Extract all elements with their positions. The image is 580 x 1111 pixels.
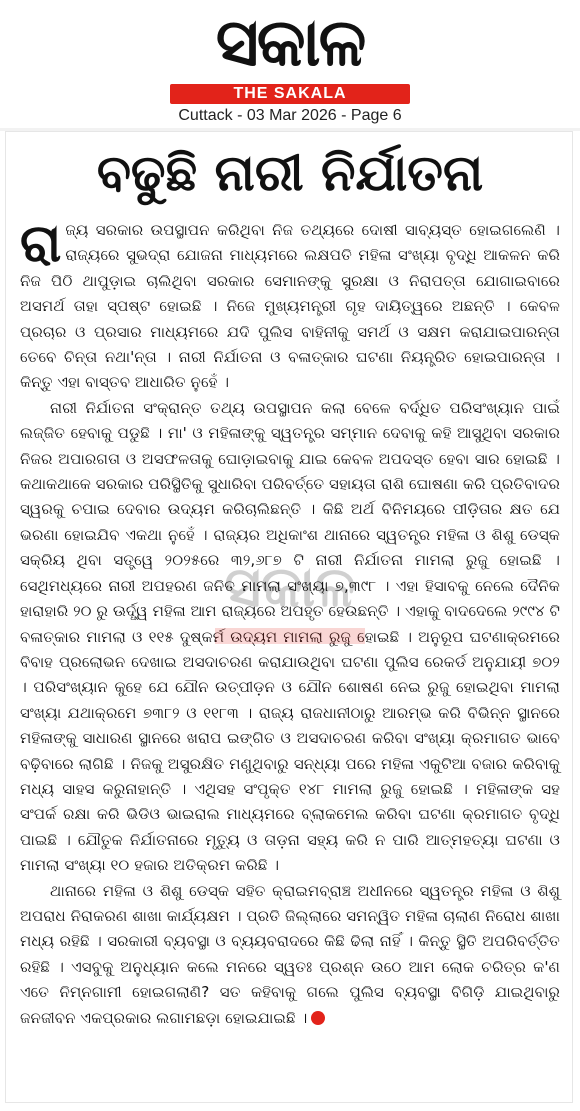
english-name: THE SAKALA — [233, 85, 347, 102]
masthead — [0, 0, 580, 130]
end-mark-icon — [311, 1011, 325, 1025]
article-body — [20, 214, 560, 1031]
paragraph-text: ଥାନାରେ ମହିଳା ଓ ଶିଶୁ ଡେସ୍କ ସହିତ କ୍ରାଇମବ୍ରାଞ୍ଚ ଅଧୀନରେ ସ୍ୱତନ୍ତ୍ର ମହିଳା ଓ ଶିଶୁ ଅପରାଧ ନିରାକରଣ ଶାଖା କାର୍ଯ୍ୟକ୍ଷମ । ପ୍ରତି ଜିଲ୍ଲାରେ ସମନ୍ୱିତ ମହିଳା ଚାଲାଣ ନିରୋଧ ଶାଖା ମଧ୍ୟ ରହିଛି । ସରକାରୀ ବ୍ୟବସ୍ଥା ଓ ବ୍ୟୟବରାଦରେ କିଛି ଢିଲା ନାହିଁ । କିନ୍ତୁ ସ୍ଥିତି ଅପରିବର୍ତ୍ତିତ ରହିଛି । ଏସବୁକୁ ଅନୁଧ୍ୟାନ କଲେ ମନରେ ସ୍ୱତଃ ପ୍ରଶ୍ନ ଉଠେ ଆମ ଲୋକ ଚରିତ୍ର କ'ଣ ଏତେ ନିମ୍ନଗାମୀ ହୋଇଗଲାଣି? ସତ କହିବାକୁ ଗଲେ ପୁଲିସ ବ୍ୟବସ୍ଥା ବିଗିଡ଼ି ଯାଇଥିବାରୁ ଜନଜୀବନ ଏକପ୍ରକାର ଲଗାମଛଡ଼ା ହୋଇଯାଇଛି । — [20, 881, 560, 1027]
article-paragraph — [20, 396, 560, 879]
drop-cap: ରା — [20, 214, 62, 274]
newspaper-logo: ସକାଳ — [215, 4, 365, 81]
dateline: Cuttack - 03 Mar 2026 - Page 6 — [178, 107, 402, 124]
logo-english-band — [170, 84, 410, 104]
watermark-logo-text: ସକାଳ — [224, 555, 356, 620]
article-paragraph — [20, 879, 560, 1031]
article-paragraph — [20, 214, 560, 396]
paragraph-text: ଜ୍ୟ ସରକାର ଉପସ୍ଥାପନ କରିଥିବା ନିଜ ତଥ୍ୟରେ ଦୋଷୀ ସାବ୍ୟସ୍ତ ହୋଇଗଲେଣି । ରାଜ୍ୟରେ ସୁଭଦ୍ରା ଯୋଜନା ମାଧ୍ୟମରେ ଲକ୍ଷପତି ମହିଳା ସଂଖ୍ୟା ବୃଦ୍ଧି ଆକଳନ କରି ନିଜ ପିଠି ଥାପୁଡ଼ାଇ ଚାଲିଥିବା ସରକାର ସେମାନଙ୍କୁ ସୁରକ୍ଷା ଓ ନିରାପତ୍ତା ଯୋଗାଇବାରେ ଅସମର୍ଥ ତାହା ସ୍ପଷ୍ଟ ହୋଇଛି । ନିଜେ ମୁଖ୍ୟମନ୍ତ୍ରୀ ଗୃହ ଦାୟିତ୍ୱରେ ଅଛନ୍ତି । କେବଳ ପ୍ରଚାର ଓ ପ୍ରସାର ମାଧ୍ୟମରେ ଯଦି ପୁଲିସ ବାହିନୀକୁ ସମର୍ଥ ଓ ସକ୍ଷମ କରାଯାଇପାରନ୍ତା ତେବେ ଚିନ୍ତା ନଥା'ନ୍ତା । ନାରୀ ନିର୍ଯାତନା ଓ ବଳାତ୍କାର ଘଟଣା ନିୟନ୍ତ୍ରିତ ହୋଇପାରନ୍ତା । କିନ୍ତୁ ଏହା ବାସ୍ତବ ଆଧାରିତ ନୁହେଁ । — [20, 221, 560, 392]
article-headline: ବଢୁଛି ନାରୀ ନିର୍ଯାତନା — [96, 144, 484, 202]
paragraph-text: ନାରୀ ନିର୍ଯାତନା ସଂକ୍ରାନ୍ତ ତଥ୍ୟ ଉପସ୍ଥାପନ କଲା ବେଳେ ବର୍ଦ୍ଧିତ ପରିସଂଖ୍ୟାନ ପାଇଁ ଲଜ୍ଜିତ ହେବାକୁ ପଡୁଛି । ମା' ଓ ମହିଳାଙ୍କୁ ସ୍ୱତନ୍ତ୍ର ସମ୍ମାନ ଦେବାକୁ କହି ଆସୁଥିବା ସରକାର ନିଜର ଅପାରଗତା ଓ ଅସଫଳତାକୁ ଘୋଡ଼ାଇବାକୁ ଯାଇ କେବଳ ଅପଦସ୍ତ ହେବା ସାର ହୋଇଛି । କଥାକଥାକେ ସରକାର ପରିସ୍ଥିତିକୁ ସୁଧାରିବା ପରିବର୍ତ୍ତେ ସହାୟତା ରାଶି ଘୋଷଣା କରି ପ୍ରତିବାଦର ସ୍ୱରକୁ ଚପାଇ ଦେବାର ଉଦ୍ୟମ କରିଚାଲିଛନ୍ତି । କିଛି ଅର୍ଥ ବିନିମୟରେ ପୀଡ଼ିତାର କ୍ଷତ ଯେ ଭରଣା ହୋଇଯିବ ଏକଥା ନୁହେଁ । ରାଜ୍ୟର ଅଧିକାଂଶ ଥାନାରେ ସ୍ୱତନ୍ତ୍ର ମହିଳା ଓ ଶିଶୁ ଡେସ୍କ ସକ୍ରିୟ ଥିବା ସତ୍ତ୍ୱେ ୨୦୨୫ରେ ୩୨,୬୮୭ ଟି ନାରୀ ନିର୍ଯାତନା ମାମଲା ରୁଜୁ ହୋଇଛି । ସେଥିମଧ୍ୟରେ ନାରୀ ଅପହରଣ ଜନିତ ମାମଲା ସଂଖ୍ୟା ୭,୩୯୮ । ଏହା ହିସାବକୁ ନେଲେ ଦୈନିକ ହାରାହାରି ୨୦ ରୁ ଊର୍ଦ୍ଧ୍ୱ ମହିଳା ଆମ ରାଜ୍ୟରେ ଅପହୃତ ହେଉଛନ୍ତି । ଏହାକୁ ବାଦଦେଲେ ୨୯୯୪ ଟି ବଳାତ୍କାର ମାମଲା ଓ ୧୧୫ ଦୁଷ୍କର୍ମ ଉଦ୍ୟମ ମାମଲା ରୁଜୁ ହୋଇଛି । ଅନୁରୂପ ଘଟଣାକ୍ରମରେ ବିବାହ ପ୍ରଲୋଭନ ଦେଖାଇ ଅସଦାଚରଣ କରାଯାଉଥିବା ଘଟଣା ପୁଲିସ ରେକର୍ଡ ଅନୁଯାୟୀ ୭୦୨ । ପରିସଂଖ୍ୟାନ କୁହେ ଯେ ଯୌନ ଉତ୍ପୀଡ଼ନ ଓ ଯୌନ ଶୋଷଣ ନେଇ ରୁଜୁ ହୋଇଥିବା ମାମଲା ସଂଖ୍ୟା ଯଥାକ୍ରମେ ୭୩୮୨ ଓ ୧୧୮୩ । ରାଜ୍ୟ ରାଜଧାନୀଠାରୁ ଆରମ୍ଭ କରି ବିଭିନ୍ନ ସ୍ଥାନରେ ମହିଳାଙ୍କୁ ସାଧାରଣ ସ୍ଥାନରେ ଖରାପ ଇଙ୍ଗିତ ଓ ଅସଦାଚରଣ କରିବା ସଂଖ୍ୟା କ୍ରମାଗତ ଭାବେ ବଢ଼ିବାରେ ଲାଗିଛି । ନିଜକୁ ଅସୁରକ୍ଷିତ ମଣୁଥିବାରୁ ସନ୍ଧ୍ୟା ପରେ ମହିଳା ଏକୁଟିଆ ବଜାର କରିବାକୁ ମଧ୍ୟ ସାହସ କରୁନାହାନ୍ତି । ଏଥିସହ ସଂପୃକ୍ତ ୧୪୮ ମାମଲା ରୁଜୁ ହୋଇଛି । ମହିଳାଙ୍କ ସହ ସଂପର୍କ ରକ୍ଷା କରି ଭିଡିଓ ଭାଇରାଲ ମାଧ୍ୟମରେ ବ୍ଲାକମେଲ କରିବା ଘଟଣା କ୍ରମାଗତ ବୃଦ୍ଧି ପାଇଛି । ଯୌତୁକ ନିର୍ଯାତନାରେ ମୃତ୍ୟୁ ଓ ତାଡ଼ନା ସହ୍ୟ କରି ନ ପାରି ଆତ୍ମହତ୍ୟା ଘଟଣା ଓ ମାମଲା ସଂଖ୍ୟା ୧୦ ହଜାର ଅତିକ୍ରମ କରିଛି । — [20, 398, 560, 875]
